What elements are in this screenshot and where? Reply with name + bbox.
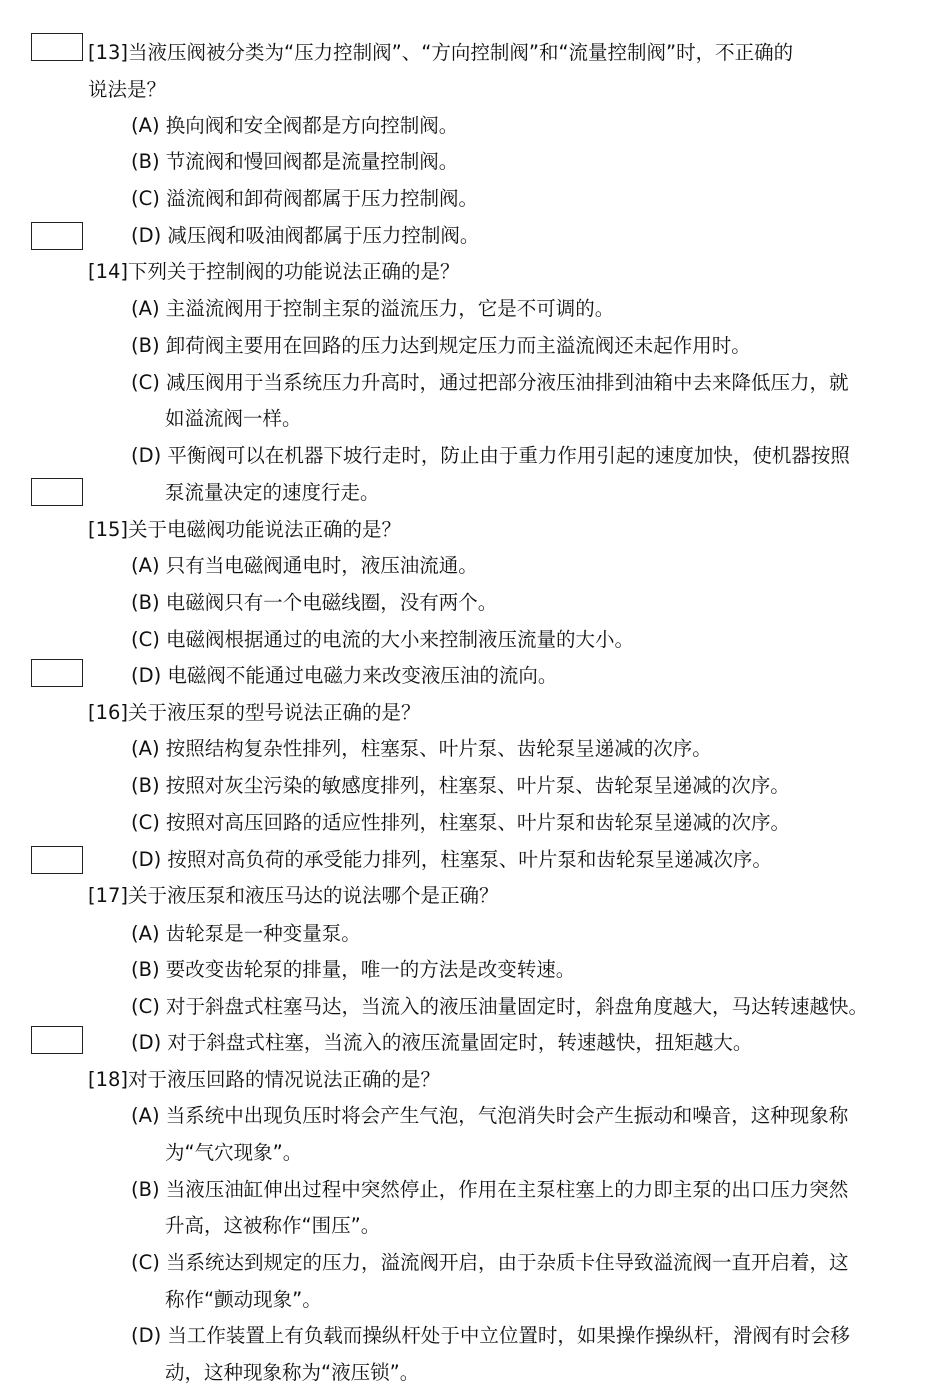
option-18-d: (D) 当工作装置上有负载而操纵杆处于中立位置时，如果操作操纵杆，滑阀有时会移 <box>131 1324 850 1347</box>
option-16-c: (C) 按照对高压回路的适应性排列，柱塞泵、叶片泵和齿轮泵呈递减的次序。 <box>131 811 791 834</box>
option-15-b: (B) 电磁阀只有一个电磁线圈，没有两个。 <box>131 591 498 614</box>
question-14 <box>88 260 460 284</box>
question-15 <box>88 518 401 542</box>
question-number: [15] <box>88 518 129 541</box>
question-stem: 关于液压泵的型号说法正确的是？ <box>128 701 421 724</box>
question-17 <box>88 884 499 908</box>
question-number: [14] <box>88 260 129 283</box>
option-16-b: (B) 按照对灰尘污染的敏感度排列，柱塞泵、叶片泵、齿轮泵呈递减的次序。 <box>131 774 790 797</box>
option-18-b-continued: 升高，这被称作“围压”。 <box>165 1214 381 1237</box>
answer-box-15[interactable] <box>31 659 83 687</box>
option-13-d: (D) 减压阀和吸油阀都属于压力控制阀。 <box>131 224 480 247</box>
option-13-c: (C) 溢流阀和卸荷阀都属于压力控制阀。 <box>131 187 479 210</box>
question-stem: 下列关于控制阀的功能说法正确的是？ <box>128 260 460 283</box>
answer-box-13-top[interactable] <box>31 33 83 61</box>
question-stem: 关于电磁阀功能说法正确的是？ <box>128 518 402 541</box>
question-number: [17] <box>88 884 129 907</box>
option-18-c-continued: 称作“颤动现象”。 <box>165 1288 322 1311</box>
question-number: [16] <box>88 701 129 724</box>
option-15-d: (D) 电磁阀不能通过电磁力来改变液压油的流向。 <box>131 664 558 687</box>
question-13 <box>88 34 918 108</box>
answer-box-17[interactable] <box>31 1026 83 1054</box>
option-14-c: (C) 减压阀用于当系统压力升高时，通过把部分液压油排到油箱中去来降低压力，就 <box>131 371 849 394</box>
option-17-b: (B) 要改变齿轮泵的排量，唯一的方法是改变转速。 <box>131 958 576 981</box>
option-14-a: (A) 主溢流阀用于控制主泵的溢流压力，它是不可调的。 <box>131 297 615 320</box>
question-18 <box>88 1068 440 1092</box>
option-18-b: (B) 当液压油缸伸出过程中突然停止，作用在主泵柱塞上的力即主泵的出口压力突然 <box>131 1178 849 1201</box>
option-17-d: (D) 对于斜盘式柱塞，当流入的液压流量固定时，转速越快，扭矩越大。 <box>131 1031 753 1054</box>
option-13-a: (A) 换向阀和安全阀都是方向控制阀。 <box>131 114 459 137</box>
answer-box-16[interactable] <box>31 846 83 874</box>
option-18-a: (A) 当系统中出现负压时将会产生气泡，气泡消失时会产生振动和噪音，这种现象称 <box>131 1104 849 1127</box>
option-14-b: (B) 卸荷阀主要用在回路的压力达到规定压力而主溢流阀还未起作用时。 <box>131 334 751 357</box>
option-16-a: (A) 按照结构复杂性排列，柱塞泵、叶片泵、齿轮泵呈递减的次序。 <box>131 737 712 760</box>
question-stem-continued: 说法是？ <box>88 78 167 101</box>
option-13-b: (B) 节流阀和慢回阀都是流量控制阀。 <box>131 150 459 173</box>
option-18-a-continued: 为“气穴现象”。 <box>165 1141 303 1164</box>
option-17-c: (C) 对于斜盘式柱塞马达，当流入的液压油量固定时，斜盘角度越大，马达转速越快。 <box>131 995 869 1018</box>
option-14-c-continued: 如溢流阀一样。 <box>165 407 302 430</box>
option-15-c: (C) 电磁阀根据通过的电流的大小来控制液压流量的大小。 <box>131 628 635 651</box>
option-16-d: (D) 按照对高负荷的承受能力排列，柱塞泵、叶片泵和齿轮泵呈递减次序。 <box>131 848 772 871</box>
question-stem: 对于液压回路的情况说法正确的是？ <box>128 1068 441 1091</box>
answer-box-14[interactable] <box>31 478 83 506</box>
option-18-c: (C) 当系统达到规定的压力，溢流阀开启，由于杂质卡住导致溢流阀一直开启着，这 <box>131 1251 849 1274</box>
question-stem: 关于液压泵和液压马达的说法哪个是正确？ <box>128 884 499 907</box>
option-14-d: (D) 平衡阀可以在机器下坡行走时，防止由于重力作用引起的速度加快，使机器按照 <box>131 444 850 467</box>
question-stem: 当液压阀被分类为“压力控制阀”、“方向控制阀”和“流量控制阀”时，不正确的 <box>128 41 794 64</box>
answer-box-13[interactable] <box>31 222 83 250</box>
question-number: [13] <box>88 41 129 64</box>
option-17-a: (A) 齿轮泵是一种变量泵。 <box>131 922 361 945</box>
question-16 <box>88 701 421 725</box>
option-14-d-continued: 泵流量决定的速度行走。 <box>165 481 380 504</box>
question-number: [18] <box>88 1068 129 1091</box>
option-15-a: (A) 只有当电磁阀通电时，液压油流通。 <box>131 554 478 577</box>
option-18-d-continued: 动，这种现象称为“液压锁”。 <box>165 1361 420 1384</box>
